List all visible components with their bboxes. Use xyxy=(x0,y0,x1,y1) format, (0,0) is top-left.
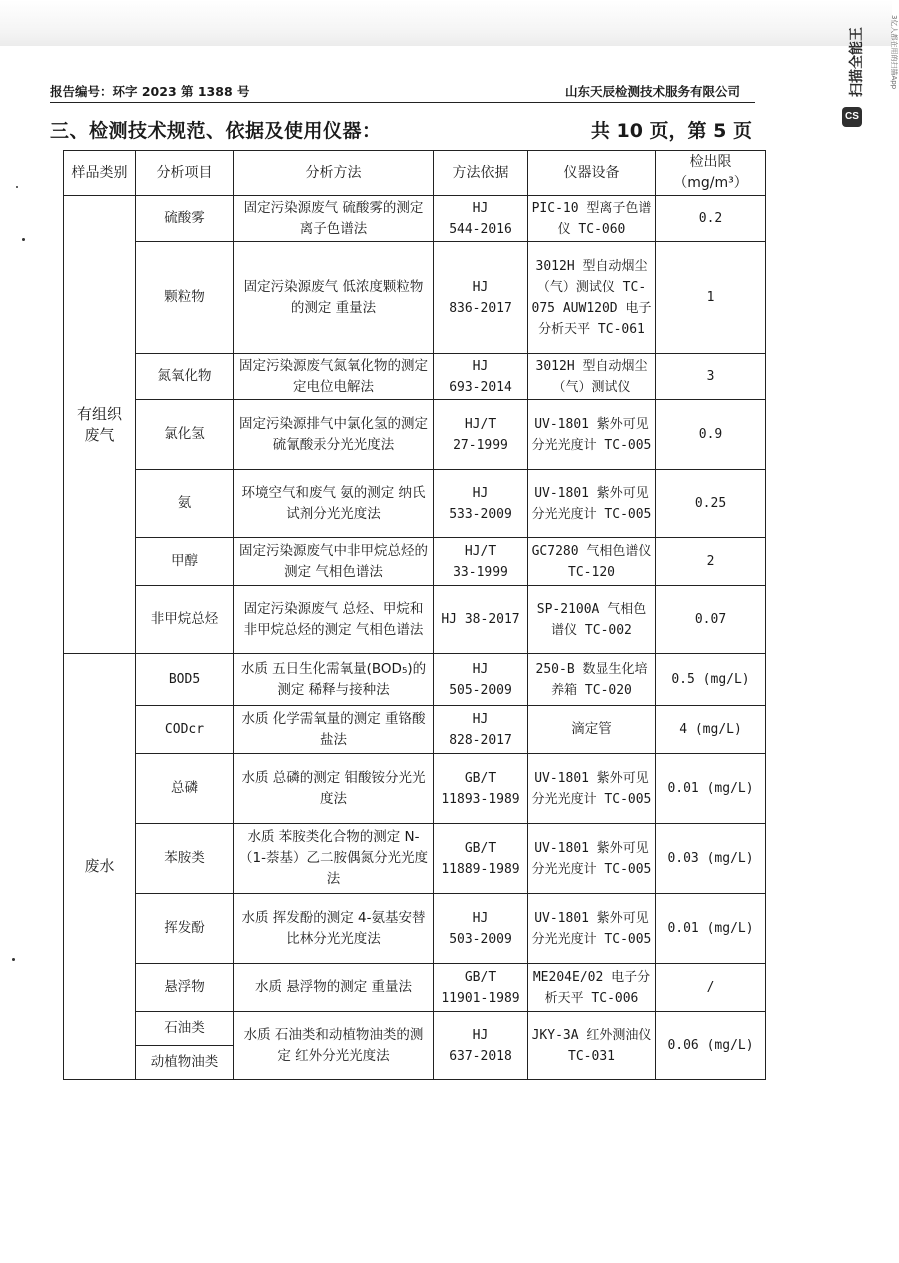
method-cell: 水质 石油类和动植物油类的测定 红外分光光度法 xyxy=(234,1012,434,1080)
basis-cell: HJ 533-2009 xyxy=(434,470,528,538)
instrument-cell: SP-2100A 气相色谱仪 TC-002 xyxy=(528,586,656,654)
method-cell: 固定污染源废气 硫酸雾的测定 离子色谱法 xyxy=(234,196,434,242)
header-analysis-item: 分析项目 xyxy=(136,151,234,196)
item-cell: BOD5 xyxy=(136,654,234,706)
instrument-cell: 250-B 数显生化培养箱 TC-020 xyxy=(528,654,656,706)
method-cell: 固定污染源废气中非甲烷总烃的测定 气相色谱法 xyxy=(234,538,434,586)
scanner-app-watermark xyxy=(840,12,898,132)
instrument-cell: ME204E/02 电子分析天平 TC-006 xyxy=(528,964,656,1012)
method-cell: 水质 五日生化需氧量(BOD₅)的测定 稀释与接种法 xyxy=(234,654,434,706)
scan-speck xyxy=(12,958,15,961)
basis-cell: HJ 828-2017 xyxy=(434,706,528,754)
item-cell: 氯化氢 xyxy=(136,400,234,470)
limit-cell: 0.5 (mg/L) xyxy=(656,654,766,706)
instrument-cell: UV-1801 紫外可见分光光度计 TC-005 xyxy=(528,894,656,964)
method-cell: 固定污染源废气 低浓度颗粒物的测定 重量法 xyxy=(234,242,434,354)
methods-table xyxy=(63,150,766,1080)
app-tagline: 3亿人都在用的扫描App xyxy=(890,15,898,90)
item-cell: CODcr xyxy=(136,706,234,754)
table-row xyxy=(64,1012,766,1046)
limit-cell: 4 (mg/L) xyxy=(656,706,766,754)
item-cell: 悬浮物 xyxy=(136,964,234,1012)
method-cell: 水质 化学需氧量的测定 重铬酸盐法 xyxy=(234,706,434,754)
table-row xyxy=(64,964,766,1012)
instrument-cell: GC7280 气相色谱仪 TC-120 xyxy=(528,538,656,586)
basis-cell: HJ 505-2009 xyxy=(434,654,528,706)
basis-cell: GB/T 11893-1989 xyxy=(434,754,528,824)
header-method-basis: 方法依据 xyxy=(434,151,528,196)
method-cell: 环境空气和废气 氨的测定 纳氏试剂分光光度法 xyxy=(234,470,434,538)
instrument-cell: PIC-10 型离子色谱仪 TC-060 xyxy=(528,196,656,242)
item-cell: 甲醇 xyxy=(136,538,234,586)
company-name: 山东天辰检测技术服务有限公司 xyxy=(564,84,740,99)
item-cell: 石油类 xyxy=(136,1012,234,1046)
limit-cell: 0.2 xyxy=(656,196,766,242)
table-row xyxy=(64,538,766,586)
table-row xyxy=(64,400,766,470)
method-cell: 水质 悬浮物的测定 重量法 xyxy=(234,964,434,1012)
table-row xyxy=(64,754,766,824)
item-cell: 氮氧化物 xyxy=(136,354,234,400)
instrument-cell: 3012H 型自动烟尘（气）测试仪 TC-075 AUW120D 电子分析天平 TC-061 xyxy=(528,242,656,354)
method-cell: 固定污染源废气 总烃、甲烷和非甲烷总烃的测定 气相色谱法 xyxy=(234,586,434,654)
header-instrument: 仪器设备 xyxy=(528,151,656,196)
item-cell: 动植物油类 xyxy=(136,1046,234,1080)
category-cell: 废水 xyxy=(64,654,136,1080)
basis-cell: GB/T 11901-1989 xyxy=(434,964,528,1012)
limit-cell: 0.03 (mg/L) xyxy=(656,824,766,894)
table-row xyxy=(64,824,766,894)
instrument-cell: UV-1801 紫外可见分光光度计 TC-005 xyxy=(528,754,656,824)
report-header xyxy=(50,82,740,100)
item-cell: 总磷 xyxy=(136,754,234,824)
basis-cell: HJ/T 27-1999 xyxy=(434,400,528,470)
method-cell: 水质 总磷的测定 钼酸铵分光光度法 xyxy=(234,754,434,824)
item-cell: 硫酸雾 xyxy=(136,196,234,242)
basis-cell: HJ 38-2017 xyxy=(434,586,528,654)
scan-top-band xyxy=(0,0,892,46)
limit-cell: 2 xyxy=(656,538,766,586)
section-title: 三、检测技术规范、依据及使用仪器： xyxy=(50,120,382,142)
instrument-cell: 滴定管 xyxy=(528,706,656,754)
basis-cell: HJ 836-2017 xyxy=(434,242,528,354)
table-row xyxy=(64,586,766,654)
table-row xyxy=(64,894,766,964)
item-cell: 非甲烷总烃 xyxy=(136,586,234,654)
method-cell: 固定污染源排气中氯化氢的测定 硫氰酸汞分光光度法 xyxy=(234,400,434,470)
method-cell: 水质 苯胺类化合物的测定 N-（1-萘基）乙二胺偶氮分光光度法 xyxy=(234,824,434,894)
limit-cell: 0.07 xyxy=(656,586,766,654)
limit-cell: 3 xyxy=(656,354,766,400)
table-row xyxy=(64,470,766,538)
scan-speck xyxy=(16,186,18,188)
header-rule xyxy=(50,102,755,103)
limit-cell: 0.9 xyxy=(656,400,766,470)
table-row xyxy=(64,242,766,354)
report-number: 报告编号：环字 2023 第 1388 号 xyxy=(50,84,250,99)
instrument-cell: UV-1801 紫外可见分光光度计 TC-005 xyxy=(528,470,656,538)
limit-cell: 1 xyxy=(656,242,766,354)
item-cell: 挥发酚 xyxy=(136,894,234,964)
limit-cell: / xyxy=(656,964,766,1012)
basis-cell: HJ 693-2014 xyxy=(434,354,528,400)
basis-cell: HJ 544-2016 xyxy=(434,196,528,242)
basis-cell: GB/T 11889-1989 xyxy=(434,824,528,894)
limit-cell: 0.01 (mg/L) xyxy=(656,754,766,824)
category-cell: 有组织 废气 xyxy=(64,196,136,654)
limit-cell: 0.06 (mg/L) xyxy=(656,1012,766,1080)
table-row xyxy=(64,654,766,706)
instrument-cell: UV-1801 紫外可见分光光度计 TC-005 xyxy=(528,824,656,894)
table-row xyxy=(64,196,766,242)
table-row xyxy=(64,354,766,400)
header-sample-type: 样品类别 xyxy=(64,151,136,196)
basis-cell: HJ/T 33-1999 xyxy=(434,538,528,586)
item-cell: 颗粒物 xyxy=(136,242,234,354)
instrument-cell: UV-1801 紫外可见分光光度计 TC-005 xyxy=(528,400,656,470)
method-cell: 固定污染源废气氮氧化物的测定 定电位电解法 xyxy=(234,354,434,400)
app-logo-icon: CS xyxy=(842,107,862,127)
page-info: 共 10 页，第 5 页 xyxy=(590,120,752,142)
scan-speck xyxy=(22,238,25,241)
method-cell: 水质 挥发酚的测定 4-氨基安替比林分光光度法 xyxy=(234,894,434,964)
basis-cell: HJ 503-2009 xyxy=(434,894,528,964)
app-name: 扫描全能王 xyxy=(849,27,865,97)
table-row xyxy=(64,706,766,754)
limit-cell: 0.01 (mg/L) xyxy=(656,894,766,964)
table-header-row xyxy=(64,151,766,196)
instrument-cell: 3012H 型自动烟尘（气）测试仪 xyxy=(528,354,656,400)
header-analysis-method: 分析方法 xyxy=(234,151,434,196)
instrument-cell: JKY-3A 红外测油仪 TC-031 xyxy=(528,1012,656,1080)
item-cell: 苯胺类 xyxy=(136,824,234,894)
header-detection-limit: 检出限（mg/m³） xyxy=(656,151,766,196)
basis-cell: HJ 637-2018 xyxy=(434,1012,528,1080)
item-cell: 氨 xyxy=(136,470,234,538)
limit-cell: 0.25 xyxy=(656,470,766,538)
